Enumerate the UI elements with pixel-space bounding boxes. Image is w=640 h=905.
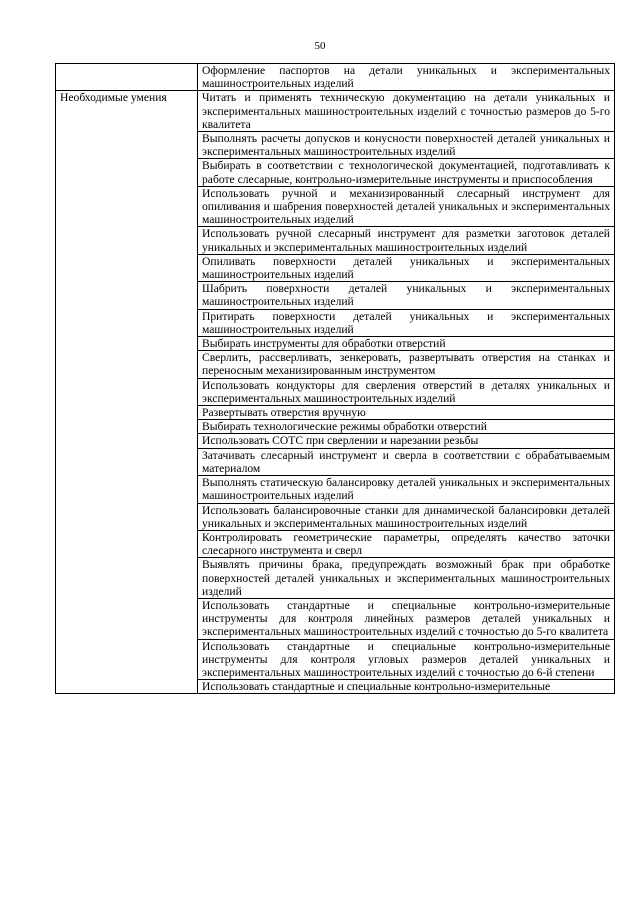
skill-cell: Контролировать геометрические параметры, определять качество заточки слесарного инструмента и сверл xyxy=(198,530,615,557)
skill-cell: Выбирать технологические режимы обработки отверстий xyxy=(198,420,615,434)
page-number: 50 xyxy=(314,40,326,52)
table-cell: Оформление паспортов на детали уникальных и экспериментальных машиностроительных изделий xyxy=(198,64,615,91)
skill-cell: Использовать кондукторы для сверления отверстий в деталях уникальных и экспериментальных машиностроительных изделий xyxy=(198,378,615,405)
skill-cell: Использовать СОТС при сверлении и нарезании резьбы xyxy=(198,434,615,448)
skill-cell: Использовать балансировочные станки для динамической балансировки деталей уникальных и экспериментальных машиностроительных изделий xyxy=(198,503,615,530)
table-row xyxy=(56,64,615,91)
skill-cell: Притирать поверхности деталей уникальных и экспериментальных машиностроительных изделий xyxy=(198,309,615,336)
skill-cell: Развертывать отверстия вручную xyxy=(198,406,615,420)
skill-cell: Выбирать в соответствии с технологической документацией, подготавливать к работе слесарные, контрольно-измерительные инструменты и приспособления xyxy=(198,159,615,186)
skills-table xyxy=(55,63,615,694)
skill-cell: Использовать стандартные и специальные контрольно-измерительные инструменты для контроля линейных размеров деталей уникальных и экспериментальных машиностроительных изделий с точностью до 5-го квалитета xyxy=(198,598,615,639)
label-cell-empty xyxy=(56,64,198,91)
section-label: Необходимые умения xyxy=(56,91,198,694)
skill-cell: Выполнять статическую балансировку деталей уникальных и экспериментальных машиностроительных изделий xyxy=(198,476,615,503)
skill-cell: Шабрить поверхности деталей уникальных и экспериментальных машиностроительных изделий xyxy=(198,282,615,309)
skill-cell: Выполнять расчеты допусков и конусности поверхностей деталей уникальных и экспериментальных машиностроительных изделий xyxy=(198,132,615,159)
skill-cell: Сверлить, рассверливать, зенкеровать, развертывать отверстия на станках и переносным механизированным инструментом xyxy=(198,351,615,378)
skill-cell: Использовать стандартные и специальные контрольно-измерительные инструменты для контроля угловых размеров деталей уникальных и экспериментальных машиностроительных изделий с точностью до 6-й степени xyxy=(198,639,615,680)
skill-cell: Читать и применять техническую документацию на детали уникальных и экспериментальных машиностроительных изделий с точностью размеров до 5-го квалитета xyxy=(198,91,615,132)
skill-cell: Выявлять причины брака, предупреждать возможный брак при обработке поверхностей деталей уникальных и экспериментальных машиностроительных изделий xyxy=(198,558,615,599)
skill-cell: Использовать ручной и механизированный слесарный инструмент для опиливания и шабрения поверхностей деталей уникальных и экспериментальных машиностроительных изделий xyxy=(198,186,615,227)
skill-cell: Использовать стандартные и специальные контрольно-измерительные xyxy=(198,680,615,694)
skill-cell: Опиливать поверхности деталей уникальных и экспериментальных машиностроительных изделий xyxy=(198,254,615,281)
skill-cell: Выбирать инструменты для обработки отверстий xyxy=(198,337,615,351)
skill-cell: Использовать ручной слесарный инструмент для разметки заготовок деталей уникальных и экспериментальных машиностроительных изделий xyxy=(198,227,615,254)
skill-cell: Затачивать слесарный инструмент и сверла в соответствии с обрабатываемым материалом xyxy=(198,448,615,475)
table-row xyxy=(56,91,615,132)
